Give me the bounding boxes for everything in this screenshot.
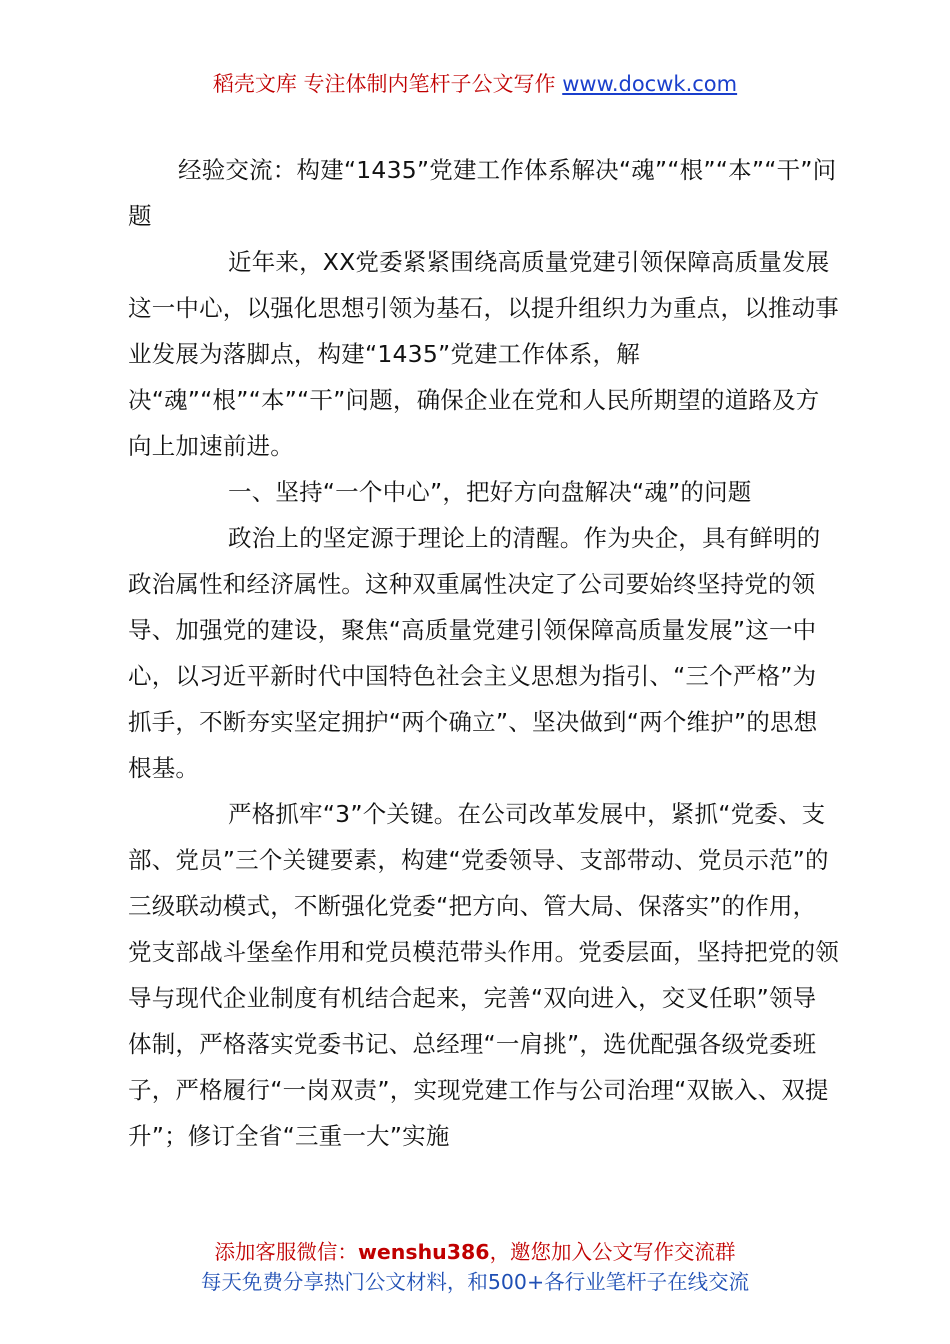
document-title: 经验交流：构建“1435”党建工作体系解决“魂”“根”“本”“干”问题 (128, 156, 837, 230)
footer-wechat-prefix: 添加客服微信： (214, 1240, 358, 1264)
footer-wechat-suffix: ，邀您加入公文写作交流群 (489, 1240, 736, 1264)
paragraph-three-keys: 严格抓牢“3”个关键。在公司改革发展中，紧抓“党委、支部、党员”三个关键要素，构建“党委领导、支部带动、党员示范”的三级联动模式，不断强化党委“把方向、管大局、保落实”的作用，党支部战斗堡垒作用和党员模范带头作用。党委层面，坚持把党的领导与现代企业制度有机结合起来，完善“双向进入，交叉任职”领导体制，严格落实党委书记、总经理“一肩挑”，选优配强各级党委班子，严格履行“一岗双责”，实现党建工作与公司治理“双嵌入、双提升”；修订全省“三重一大”实施 (128, 800, 839, 1150)
footer-wechat-id: wenshu386 (357, 1240, 490, 1264)
paragraph-political: 政治上的坚定源于理论上的清醒。作为央企，具有鲜明的政治属性和经济属性。这种双重属性决定了公司要始终坚持党的领导、加强党的建设，聚焦“高质量党建引领保障高质量发展”这一中心，以习近平新时代中国特色社会主义思想为指引、“三个严格”为抓手，不断夯实坚定拥护“两个确立”、坚决做到“两个维护”的思想根基。 (128, 524, 821, 782)
section-heading-1: 一、坚持“一个中心”，把好方向盘解决“魂”的问题 (228, 478, 752, 506)
footer-share-line: 每天免费分享热门公文材料，和500+各行业笔杆子在线交流 (200, 1270, 750, 1294)
header-brand-text: 稻壳文库 专注体制内笔杆子公文写作 (212, 72, 563, 96)
page-footer (0, 1237, 950, 1297)
header-website-link[interactable]: www.docwk.com (562, 72, 738, 96)
document-body (128, 147, 840, 1159)
page-header (0, 68, 950, 100)
footer-wechat-line (0, 1237, 950, 1267)
paragraph-intro: 近年来，XX党委紧紧围绕高质量党建引领保障高质量发展这一中心，以强化思想引领为基石，以提升组织力为重点，以推动事业发展为落脚点，构建“1435”党建工作体系，解决“魂”“根”“本”“干”问题，确保企业在党和人民所期望的道路及方向上加速前进。 (128, 248, 839, 460)
